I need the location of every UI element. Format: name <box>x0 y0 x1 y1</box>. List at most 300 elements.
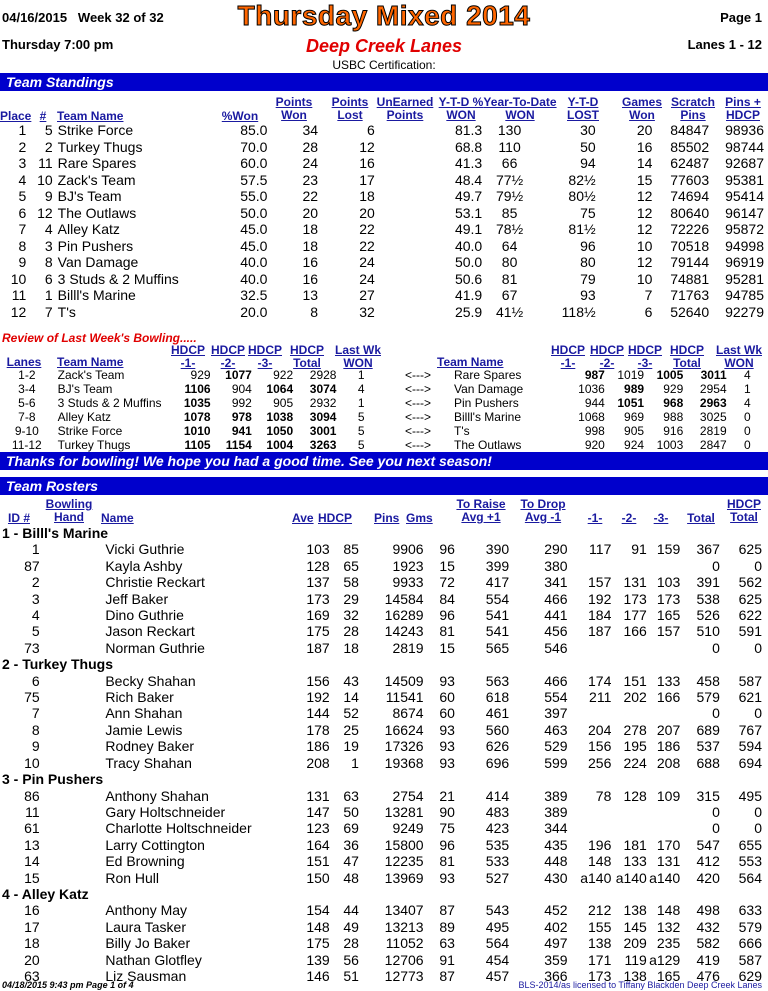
average: 178 <box>306 721 330 738</box>
col-scratch-pins: Scratch Pins <box>670 95 716 122</box>
standings-row <box>0 172 768 189</box>
ytd-won: 66 <box>501 155 518 171</box>
col-unearned: UnEarned Points <box>376 95 434 122</box>
pct-won: 50.0 <box>240 204 268 221</box>
review-row <box>0 438 768 452</box>
match-lanes: 9-10 <box>14 424 39 438</box>
bowler-id: 15 <box>24 869 40 886</box>
ytd-pct: 68.8 <box>454 138 483 155</box>
game-2: 209 <box>623 935 647 952</box>
team-name: Turkey Thugs <box>57 138 143 155</box>
ytd-won: 130 <box>497 122 522 138</box>
average: 173 <box>306 590 330 607</box>
rs-col-hdcp: HDCP <box>318 511 353 525</box>
game-1: 196 <box>588 836 612 853</box>
match-lanes: 11-12 <box>11 438 42 452</box>
usbc-certification: USBC Certification: <box>332 58 436 72</box>
team-number: 9 <box>44 188 53 204</box>
rs-col-raise: To Raise Avg +1 <box>456 497 506 524</box>
ytd-pct: 49.1 <box>454 221 483 237</box>
game-3 <box>647 705 680 721</box>
to-drop: 452 <box>544 902 568 919</box>
home-score: 3074 <box>309 382 337 396</box>
ytd-won: 81 <box>501 270 518 287</box>
total: 315 <box>696 787 720 804</box>
total: 526 <box>696 607 720 624</box>
col-points-won: Points Won <box>275 95 313 122</box>
total: 420 <box>696 869 720 886</box>
handicap: 29 <box>343 590 359 607</box>
to-raise: 535 <box>485 836 510 853</box>
rv-col-total: HDCP Total <box>289 343 324 370</box>
points-won: 18 <box>302 237 319 254</box>
scratch-pins: 52640 <box>670 303 710 320</box>
home-last-wk-won: 5 <box>357 438 365 452</box>
game-1: 192 <box>588 590 612 607</box>
handicap: 49 <box>343 918 359 935</box>
bowler-name: Liz Sausman <box>105 967 187 984</box>
place: 5 <box>18 188 27 204</box>
home-score: 1050 <box>266 424 294 438</box>
ytd-pct: 41.3 <box>454 155 483 171</box>
games-won: 12 <box>636 204 653 221</box>
away-score: 916 <box>663 424 684 438</box>
home-score: 929 <box>190 368 211 382</box>
games-won: 10 <box>636 237 653 254</box>
average: 103 <box>306 541 330 558</box>
points-lost: 24 <box>359 270 375 287</box>
bowler-name: Christie Reckart <box>105 574 205 591</box>
home-score: 1038 <box>266 410 294 424</box>
pct-won: 60.0 <box>240 155 268 171</box>
hdcp-total: 587 <box>738 672 762 689</box>
home-team: Zack's Team <box>57 368 125 382</box>
place: 6 <box>18 204 27 221</box>
unearned-points <box>375 205 432 222</box>
bowler-name: Tracy Shahan <box>105 754 192 771</box>
home-team: Turkey Thugs <box>57 438 131 452</box>
ytd-lost: 50 <box>580 138 596 155</box>
home-score: 3001 <box>309 424 337 438</box>
points-lost: 24 <box>359 254 375 270</box>
ytd-pct: 40.0 <box>454 237 483 254</box>
col-points-lost: Points Lost <box>331 95 369 122</box>
hdcp-total: 625 <box>738 541 762 558</box>
roster-team-header <box>0 525 768 541</box>
pins: 14243 <box>384 623 424 640</box>
game-1: 204 <box>588 721 612 738</box>
ytd-pct: 41.9 <box>454 287 483 303</box>
standings-row <box>0 254 768 271</box>
total: 689 <box>696 721 720 738</box>
hdcp-total: 625 <box>738 590 762 607</box>
to-drop: 463 <box>544 721 568 738</box>
game-2: 138 <box>623 902 647 919</box>
roster-row <box>0 853 768 869</box>
team-name: Strike Force <box>57 122 134 138</box>
ytd-won: 79½ <box>495 188 524 204</box>
ytd-lost: 75 <box>580 204 596 221</box>
roster-row <box>0 837 768 853</box>
away-score: 3025 <box>699 410 727 424</box>
game-3: 133 <box>656 672 681 689</box>
footer-license: BLS-2014/as licensed to Tiffany Blackden Deep Creek Lanes <box>518 980 762 990</box>
game-1 <box>568 558 612 574</box>
report-date: 04/16/2015 Week 32 of 32 <box>2 10 164 25</box>
roster-row <box>0 952 768 968</box>
rv-col-hdcp3: HDCP -3- <box>247 343 282 370</box>
pins-hdcp: 94998 <box>725 237 764 254</box>
team-number: 4 <box>44 221 53 237</box>
to-drop: 402 <box>544 918 568 935</box>
games: 21 <box>439 787 455 804</box>
game-2: 119 <box>624 951 647 968</box>
bowler-name: Jason Reckart <box>105 623 195 640</box>
roster-row <box>0 689 768 705</box>
ytd-pct: 48.4 <box>454 171 483 188</box>
rs-col-g3: -3- <box>653 511 669 525</box>
standings-row <box>0 287 768 304</box>
away-score: 1003 <box>656 438 684 452</box>
bowler-id: 2 <box>31 574 40 591</box>
hdcp-total: 0 <box>754 820 762 837</box>
away-score: 1068 <box>578 410 605 424</box>
review-row <box>0 382 768 396</box>
to-raise: 417 <box>485 574 510 591</box>
bowler-id: 63 <box>24 967 40 984</box>
home-score: 2928 <box>309 368 337 382</box>
place: 2 <box>18 138 27 155</box>
handicap: 18 <box>343 639 359 656</box>
bowler-id: 8 <box>31 721 40 738</box>
bowler-id: 20 <box>24 951 40 968</box>
away-last-wk-won: 1 <box>743 382 751 396</box>
away-score: 988 <box>663 410 684 424</box>
rosters-bar: Team Rosters <box>0 477 768 495</box>
ytd-pct: 53.1 <box>454 204 483 221</box>
pct-won: 45.0 <box>240 221 268 237</box>
bowling-hand <box>40 788 105 804</box>
rv-col-team2: Team Name <box>437 355 504 369</box>
away-last-wk-won: 4 <box>743 368 751 382</box>
pins: 17326 <box>384 738 424 755</box>
pins: 11052 <box>385 935 424 952</box>
game-3: 165 <box>656 607 681 624</box>
to-raise: 564 <box>485 935 510 952</box>
pins: 14584 <box>384 590 424 607</box>
pins: 12773 <box>384 967 424 984</box>
points-won: 8 <box>310 303 319 320</box>
average: 187 <box>306 639 330 656</box>
handicap: 65 <box>343 557 359 574</box>
hdcp-total: 694 <box>738 754 762 771</box>
bowler-id: 13 <box>24 836 40 853</box>
to-raise: 454 <box>485 951 510 968</box>
points-lost: 6 <box>367 122 375 138</box>
ytd-won: 110 <box>498 138 521 155</box>
roster-row <box>0 574 768 590</box>
game-3: 165 <box>656 967 681 984</box>
standings-row <box>0 304 768 321</box>
rs-col-hdcp-total: HDCP Total <box>726 497 761 524</box>
team-number: 2 <box>44 138 53 155</box>
games: 93 <box>439 672 455 689</box>
hdcp-total: 621 <box>738 689 762 706</box>
roster-row <box>0 673 768 689</box>
game-3: a129 <box>649 951 681 968</box>
games: 90 <box>439 803 455 820</box>
ytd-lost: 30 <box>580 122 596 138</box>
hdcp-total: 495 <box>738 787 762 804</box>
team-number: 7 <box>44 303 53 320</box>
home-score: 904 <box>231 382 252 396</box>
match-lanes: 3-4 <box>18 382 36 396</box>
to-drop: 448 <box>544 853 568 870</box>
to-raise: 563 <box>485 672 510 689</box>
points-lost: 22 <box>359 237 375 254</box>
ytd-won: 67 <box>501 287 518 303</box>
place: 9 <box>18 254 27 270</box>
points-lost: 20 <box>359 204 375 221</box>
points-won: 20 <box>302 204 319 221</box>
team-name: Billl's Marine <box>57 287 136 303</box>
away-score: 905 <box>624 424 645 438</box>
to-drop: 599 <box>544 754 568 771</box>
bowler-name: Charlotte Holtschneider <box>105 820 252 837</box>
bowler-id: 4 <box>31 607 40 624</box>
bowler-id: 6 <box>31 672 40 689</box>
game-2: 145 <box>623 918 647 935</box>
review-table <box>0 368 768 452</box>
ytd-pct: 25.9 <box>454 303 483 320</box>
hdcp-total: 591 <box>738 623 762 640</box>
to-drop: 456 <box>544 623 568 640</box>
standings-row <box>0 122 768 139</box>
games: 15 <box>439 639 455 656</box>
games: 63 <box>439 935 455 952</box>
pins: 9933 <box>392 574 424 591</box>
unearned-points <box>375 172 432 189</box>
away-team: Van Damage <box>454 382 524 396</box>
bowler-id: 86 <box>24 787 40 804</box>
points-lost: 17 <box>359 171 375 188</box>
points-won: 28 <box>302 138 319 155</box>
game-2: 181 <box>623 836 647 853</box>
home-score: 992 <box>231 396 252 410</box>
pins: 15800 <box>384 836 424 853</box>
away-team: T's <box>454 424 470 438</box>
roster-team-name: 1 - Billl's Marine <box>2 525 109 541</box>
rs-col-id: ID # <box>7 511 30 525</box>
game-3 <box>647 558 680 574</box>
rv-col2-hdcp2: HDCP -2- <box>589 343 624 370</box>
pins: 2754 <box>392 787 424 804</box>
handicap: 32 <box>343 607 359 624</box>
handicap: 85 <box>343 541 359 558</box>
to-raise: 696 <box>485 754 510 771</box>
bowler-id: 3 <box>31 590 40 607</box>
games: 96 <box>439 607 455 624</box>
pins-hdcp: 92279 <box>725 303 764 320</box>
pins-hdcp: 98936 <box>725 122 764 138</box>
bowler-name: Laura Tasker <box>105 918 187 935</box>
bowler-name: Ed Browning <box>105 853 185 870</box>
roster-team-header <box>0 656 768 672</box>
game-1: 184 <box>588 607 612 624</box>
home-score: 3263 <box>309 438 337 452</box>
hdcp-total: 0 <box>754 803 762 820</box>
game-1: a140 <box>580 869 612 886</box>
away-score: 2819 <box>699 424 727 438</box>
bowler-id: 5 <box>31 623 40 640</box>
bowler-id: 11 <box>25 803 40 820</box>
roster-row <box>0 755 768 771</box>
hdcp-total: 622 <box>738 607 762 624</box>
average: 175 <box>306 935 330 952</box>
home-score: 1010 <box>183 424 211 438</box>
away-score: 2963 <box>699 396 727 410</box>
roster-row <box>0 738 768 754</box>
average: 147 <box>306 803 330 820</box>
to-raise: 461 <box>485 705 510 722</box>
home-team: 3 Studs & 2 Muffins <box>57 396 162 410</box>
lanes-range: Lanes 1 - 12 <box>687 37 762 52</box>
team-name: BJ's Team <box>57 188 122 204</box>
away-score: 998 <box>584 424 605 438</box>
bowler-name: Anthony Shahan <box>105 787 209 804</box>
standings-row <box>0 238 768 255</box>
hdcp-total: 564 <box>738 869 762 886</box>
game-2: 278 <box>623 721 647 738</box>
handicap: 51 <box>343 967 359 984</box>
hdcp-total: 587 <box>738 951 762 968</box>
handicap: 28 <box>343 935 359 952</box>
scratch-pins: 79144 <box>670 254 710 270</box>
to-drop: 341 <box>544 574 568 591</box>
game-3 <box>647 804 680 820</box>
rs-col-total: Total <box>687 511 715 525</box>
roster-row <box>0 788 768 804</box>
game-3: 159 <box>656 541 681 558</box>
place: 11 <box>11 287 27 303</box>
pins: 13969 <box>384 869 424 886</box>
pins: 12235 <box>384 853 424 870</box>
bowler-name: Ron Hull <box>105 869 160 886</box>
rs-col-gms: Gms <box>406 511 433 525</box>
ytd-lost: 93 <box>580 287 596 303</box>
unearned-points <box>375 188 432 205</box>
to-drop: 430 <box>544 869 568 886</box>
bowling-hand <box>40 952 105 968</box>
roster-row <box>0 722 768 738</box>
match-lanes: 1-2 <box>18 368 36 382</box>
team-number: 10 <box>37 171 53 188</box>
average: 128 <box>306 557 330 574</box>
games: 87 <box>439 902 455 919</box>
game-1: 212 <box>588 902 612 919</box>
games: 72 <box>439 574 455 591</box>
average: 148 <box>306 918 330 935</box>
col-number: # <box>39 109 47 123</box>
game-1: 174 <box>588 672 612 689</box>
points-lost: 22 <box>359 221 375 237</box>
away-score: 2847 <box>699 438 727 452</box>
to-raise: 457 <box>485 967 510 984</box>
pins: 9906 <box>392 541 424 558</box>
to-drop: 441 <box>544 607 568 624</box>
away-score: 1036 <box>578 382 605 396</box>
game-2: a140 <box>615 869 647 886</box>
standings-table <box>0 122 768 320</box>
hdcp-total: 0 <box>754 639 762 656</box>
average: 186 <box>306 738 330 755</box>
home-score: 1004 <box>266 438 294 452</box>
scratch-pins: 71763 <box>670 287 710 303</box>
thanks-bar: Thanks for bowling! We hope you had a good time. See you next season! <box>0 452 768 470</box>
pins-hdcp: 95381 <box>725 171 764 188</box>
rs-col-drop: To Drop Avg -1 <box>520 497 566 524</box>
home-team: Strike Force <box>57 424 123 438</box>
game-2: 177 <box>623 607 647 624</box>
game-2 <box>611 820 646 836</box>
handicap: 52 <box>343 705 359 722</box>
total: 0 <box>712 820 720 837</box>
rs-col-ave: Ave <box>292 511 314 525</box>
bowler-name: Jamie Lewis <box>105 721 183 738</box>
bowler-name: Jeff Baker <box>105 590 169 607</box>
bowler-id: 73 <box>24 639 40 656</box>
away-team: The Outlaws <box>454 438 522 452</box>
standings-bar: Team Standings <box>0 73 768 91</box>
games: 93 <box>439 738 455 755</box>
scratch-pins: 74881 <box>670 270 710 287</box>
bowling-hand <box>40 902 105 918</box>
bowling-hand <box>40 607 105 623</box>
pins: 12706 <box>384 951 424 968</box>
to-drop: 435 <box>544 836 568 853</box>
game-1: 148 <box>588 853 612 870</box>
away-last-wk-won: 0 <box>743 410 751 424</box>
total: 547 <box>696 836 720 853</box>
pct-won: 57.5 <box>240 171 268 188</box>
bowler-id: 10 <box>24 754 40 771</box>
review-title: Review of Last Week's Bowling..... <box>2 331 197 345</box>
points-won: 18 <box>302 221 319 237</box>
rosters-table <box>0 525 768 984</box>
roster-row <box>0 558 768 574</box>
scratch-pins: 62487 <box>670 155 710 171</box>
game-1: 173 <box>588 967 612 984</box>
game-2: 195 <box>623 738 647 755</box>
points-won: 16 <box>302 254 319 270</box>
average: 150 <box>306 869 330 886</box>
game-1: 187 <box>588 623 612 640</box>
rv-col-hdcp1: HDCP -1- <box>170 343 205 370</box>
home-last-wk-won: 1 <box>357 396 365 410</box>
hdcp-total: 0 <box>754 557 762 574</box>
to-drop: 497 <box>544 935 568 952</box>
pins: 1923 <box>392 557 424 574</box>
review-row <box>0 368 768 382</box>
bowling-hand <box>40 853 105 869</box>
games: 96 <box>439 541 455 558</box>
home-score: 941 <box>231 424 252 438</box>
scratch-pins: 70518 <box>670 237 710 254</box>
hdcp-total: 666 <box>738 935 762 952</box>
pct-won: 45.0 <box>240 237 268 254</box>
home-last-wk-won: 1 <box>357 368 365 382</box>
handicap: 36 <box>343 836 359 853</box>
